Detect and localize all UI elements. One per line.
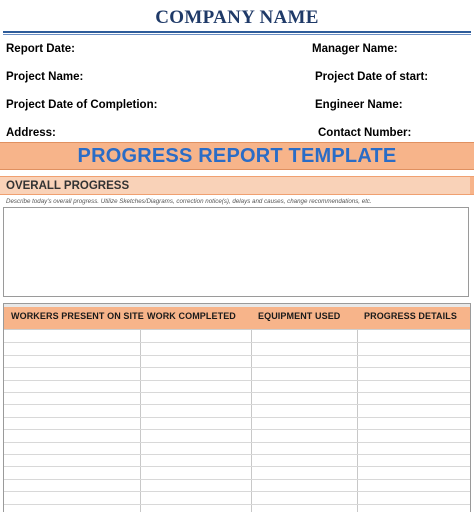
engineer-name-label[interactable]: Engineer Name: bbox=[315, 99, 403, 111]
table-rows bbox=[4, 330, 470, 512]
table-header bbox=[4, 304, 470, 330]
table-row[interactable] bbox=[4, 392, 470, 393]
overall-progress-instructions: Describe today's overall progress. Utilize Sketches/Diagrams, correction notice(s), delays and causes, change recommendations, etc. bbox=[6, 198, 372, 205]
address-label[interactable]: Address: bbox=[6, 127, 56, 139]
report-title-banner: PROGRESS REPORT TEMPLATE bbox=[0, 142, 474, 170]
table-row[interactable] bbox=[4, 404, 470, 405]
col-header-progress-details: PROGRESS DETAILS bbox=[364, 311, 457, 321]
overall-progress-header bbox=[0, 176, 474, 195]
manager-name-label[interactable]: Manager Name: bbox=[312, 43, 398, 55]
progress-table bbox=[3, 303, 471, 512]
project-start-label[interactable]: Project Date of start: bbox=[315, 71, 429, 83]
section-right-cap bbox=[470, 177, 474, 194]
table-row[interactable] bbox=[4, 367, 470, 368]
table-row[interactable] bbox=[4, 454, 470, 455]
table-row[interactable] bbox=[4, 355, 470, 356]
col-header-equipment: EQUIPMENT USED bbox=[258, 311, 341, 321]
overall-progress-textbox[interactable] bbox=[3, 207, 469, 297]
project-name-label[interactable]: Project Name: bbox=[6, 71, 84, 83]
table-header-strip bbox=[4, 304, 470, 307]
table-row[interactable] bbox=[4, 417, 470, 418]
project-completion-label[interactable]: Project Date of Completion: bbox=[6, 99, 158, 111]
table-row[interactable] bbox=[4, 504, 470, 505]
table-row[interactable] bbox=[4, 466, 470, 467]
table-row[interactable] bbox=[4, 380, 470, 381]
company-underline-thin bbox=[3, 34, 471, 35]
contact-number-label[interactable]: Contact Number: bbox=[318, 127, 412, 139]
company-underline bbox=[3, 31, 471, 33]
table-row[interactable] bbox=[4, 429, 470, 430]
col-header-workers: WORKERS PRESENT ON SITE bbox=[11, 311, 144, 321]
col-header-work-completed: WORK COMPLETED bbox=[147, 311, 236, 321]
table-row[interactable] bbox=[4, 442, 470, 443]
report-date-label[interactable]: Report Date: bbox=[6, 43, 76, 55]
company-name: COMPANY NAME bbox=[155, 7, 319, 28]
table-row[interactable] bbox=[4, 342, 470, 343]
overall-progress-title: OVERALL PROGRESS bbox=[6, 180, 130, 192]
table-row[interactable] bbox=[4, 479, 470, 480]
table-row[interactable] bbox=[4, 491, 470, 492]
